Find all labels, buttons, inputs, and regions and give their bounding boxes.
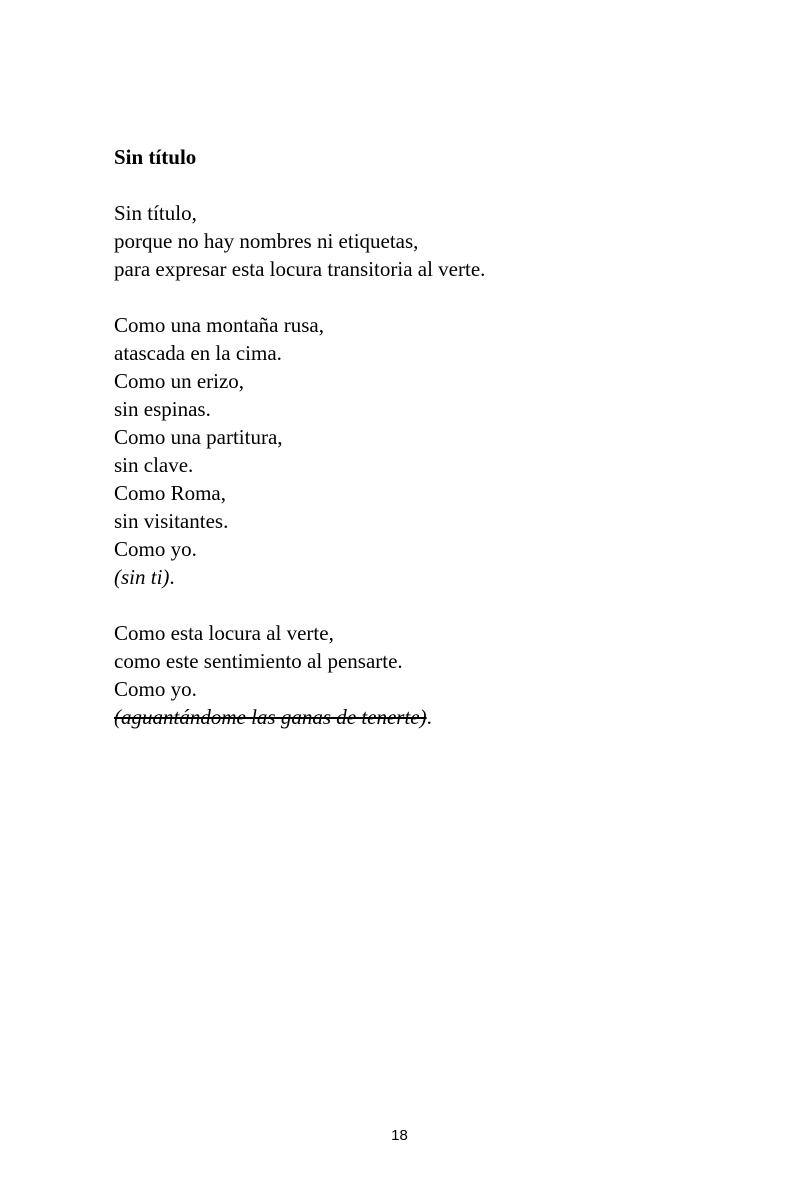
verse-line: Como una partitura, — [114, 425, 283, 449]
verse-line-struck — [114, 703, 485, 731]
verse-line: Como yo. — [114, 537, 197, 561]
stanza-2 — [114, 311, 485, 591]
stanza-1 — [114, 199, 485, 283]
verse-line: Como Roma, — [114, 481, 227, 505]
italic-aside: (sin ti) — [114, 565, 170, 589]
stanza-3 — [114, 619, 485, 731]
verse-line: porque no hay nombres ni etiquetas, — [114, 229, 419, 253]
page-number: 18 — [391, 1127, 408, 1144]
verse-line: sin clave. — [114, 453, 194, 477]
struck-through-aside: (aguantándome las ganas de tenerte) — [114, 705, 427, 729]
verse-line: Como una montaña rusa, — [114, 313, 324, 337]
verse-line-italic — [114, 563, 485, 591]
line-end-punctuation: . — [426, 705, 432, 729]
verse-line: Como un erizo, — [114, 369, 245, 393]
verse-line: Sin título, — [114, 201, 197, 225]
verse-line: sin visitantes. — [114, 509, 229, 533]
verse-line: atascada en la cima. — [114, 341, 282, 365]
verse-line: Como esta locura al verte, — [114, 621, 334, 645]
verse-line: para expresar esta locura transitoria al verte. — [114, 257, 486, 281]
verse-line: Como yo. — [114, 677, 197, 701]
line-end-punctuation: . — [169, 565, 175, 589]
poem-body — [114, 199, 485, 759]
verse-line: sin espinas. — [114, 397, 211, 421]
verse-line: como este sentimiento al pensarte. — [114, 649, 403, 673]
poem-title: Sin título — [114, 145, 197, 169]
